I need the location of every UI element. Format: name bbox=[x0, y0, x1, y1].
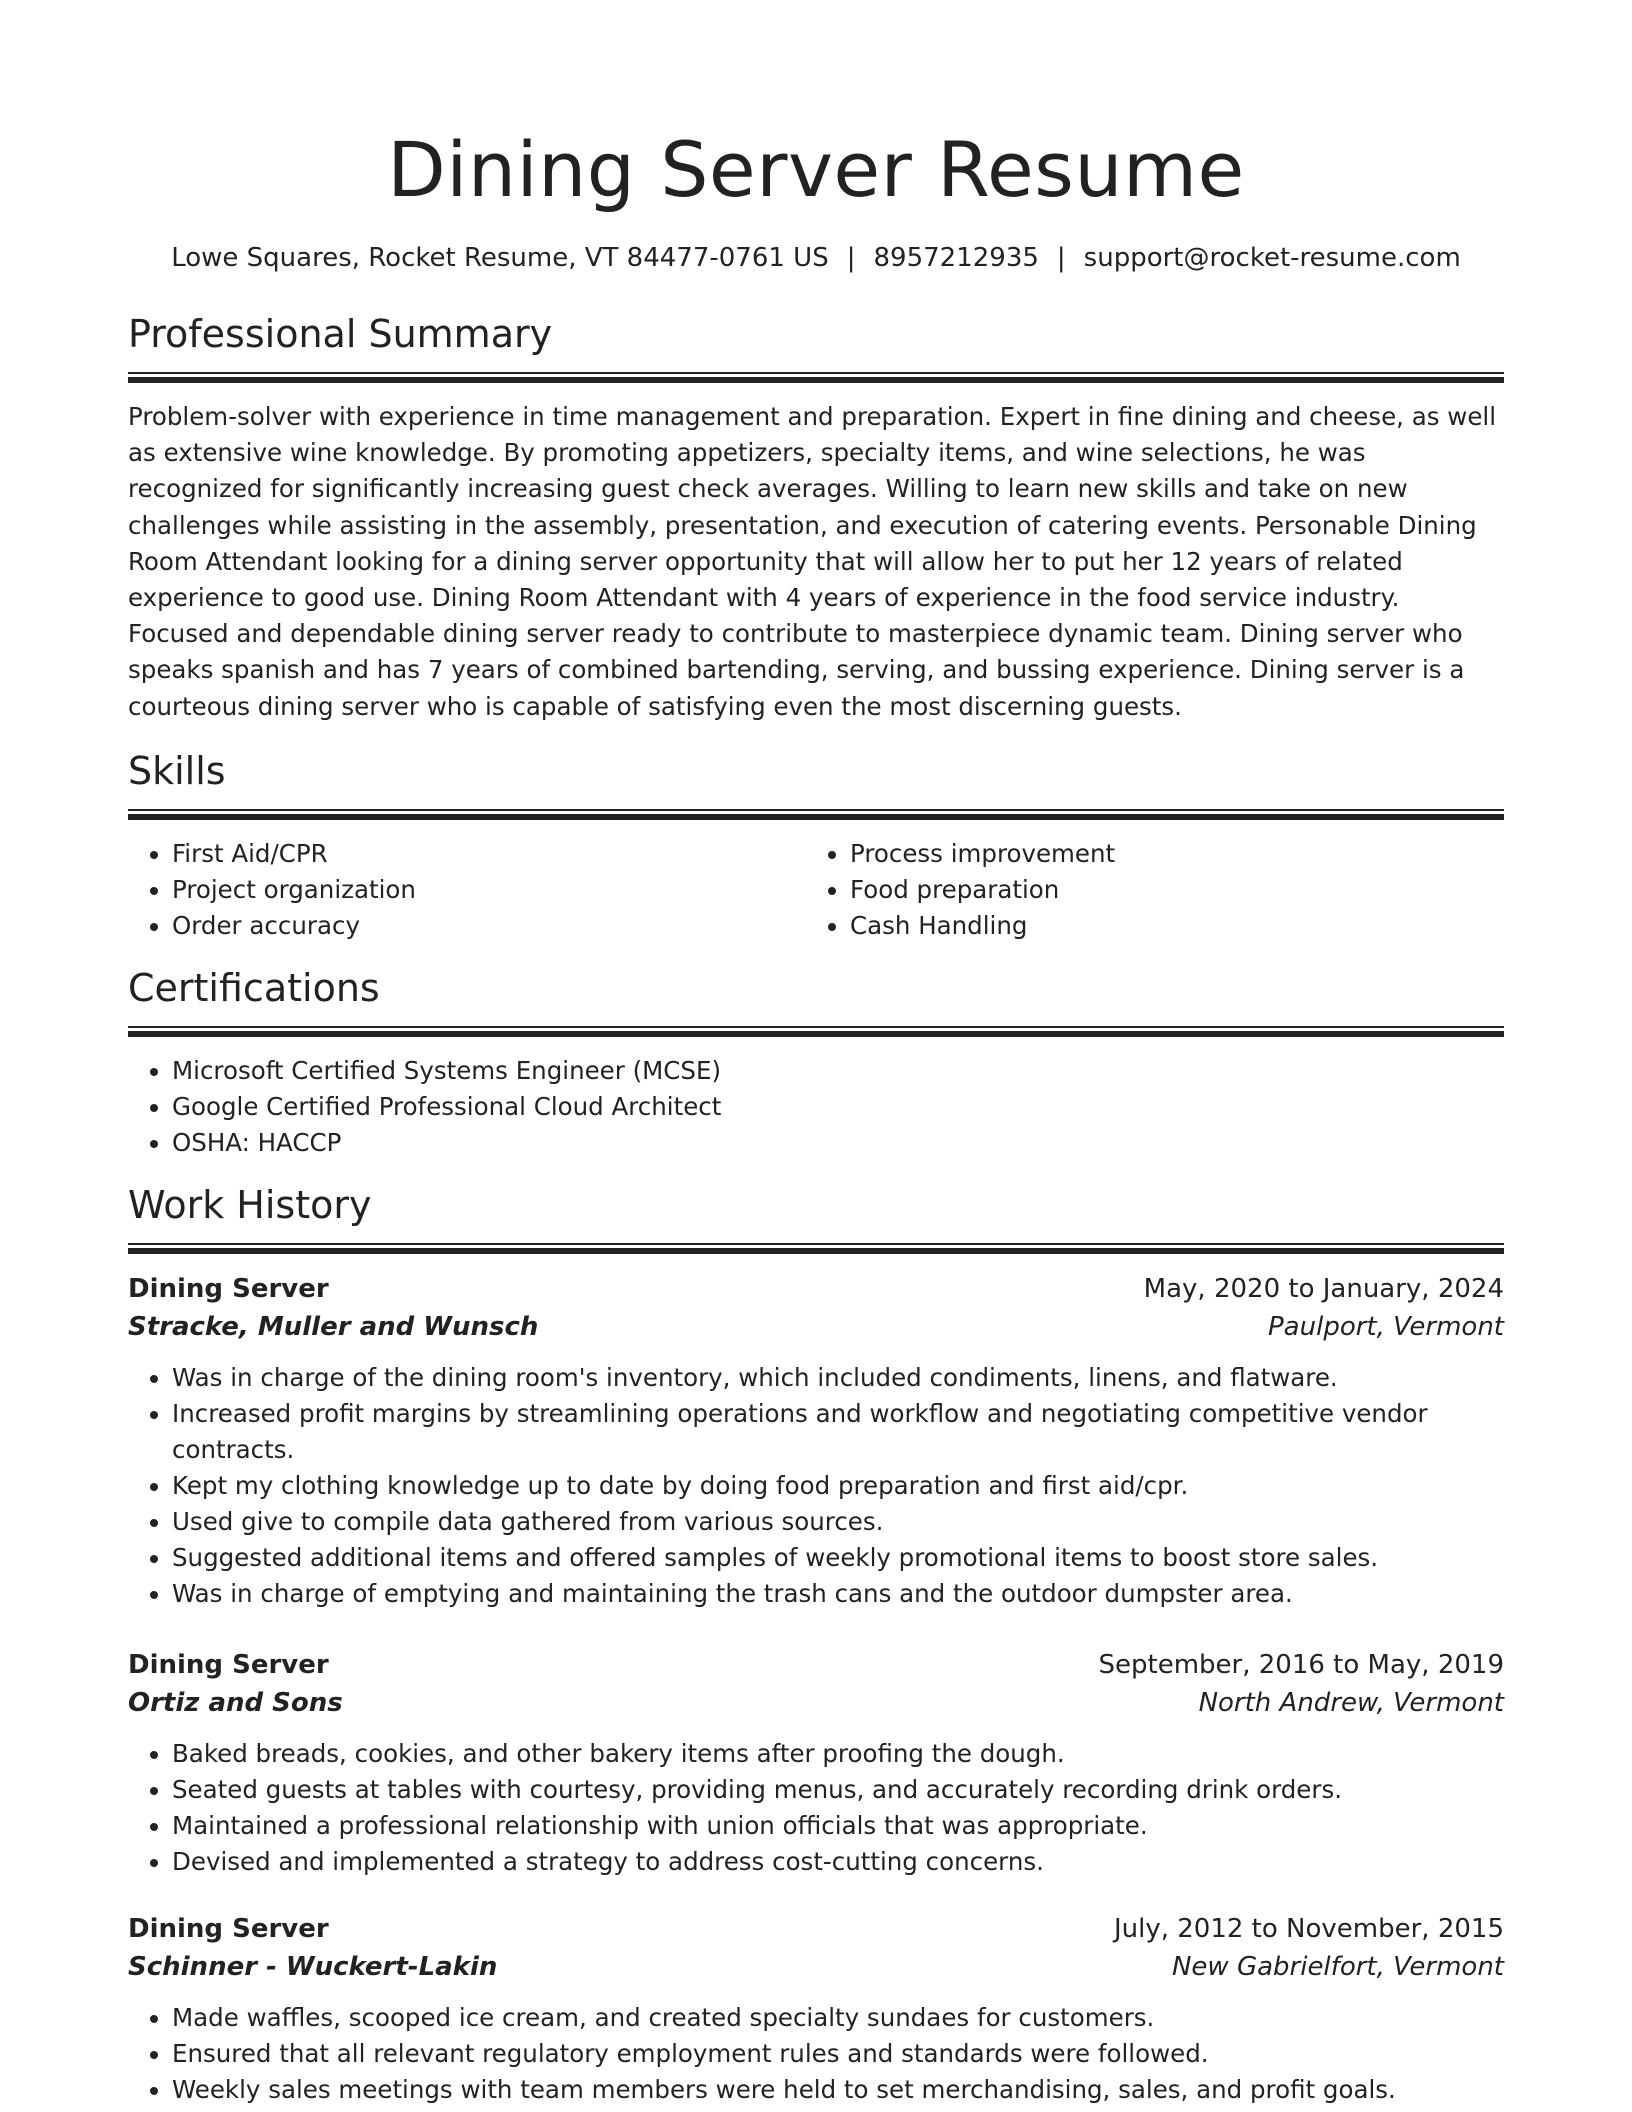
job-bullet: • Suggested additional items and offered samples of weekly promotional items to boost store sales. bbox=[172, 1540, 1504, 1576]
job-title: Dining Server bbox=[128, 1649, 329, 1680]
skills-section bbox=[128, 747, 1504, 944]
job-dates: May, 2020 to January, 2024 bbox=[1143, 1273, 1504, 1304]
job-bullets bbox=[128, 1736, 1504, 1880]
job-bullet: • Baked breads, cookies, and other bakery items after proofing the dough. bbox=[172, 1736, 1504, 1772]
job-dates: September, 2016 to May, 2019 bbox=[1098, 1649, 1504, 1680]
job-location: New Gabrielfort, Vermont bbox=[1171, 1951, 1504, 1982]
section-divider bbox=[128, 809, 1504, 820]
skill-item: • First Aid/CPR bbox=[172, 836, 806, 872]
certifications-list bbox=[128, 1053, 1504, 1161]
page-title: Dining Server Resume bbox=[387, 125, 1245, 214]
contact-separator: | bbox=[846, 243, 856, 273]
job-header-row bbox=[128, 1646, 1504, 1684]
job-bullet: • Was in charge of emptying and maintaining the trash cans and the outdoor dumpster area. bbox=[172, 1576, 1504, 1612]
contact-email: support@rocket-resume.com bbox=[1083, 243, 1461, 273]
job-bullet: • Made waffles, scooped ice cream, and created specialty sundaes for customers. bbox=[172, 2000, 1504, 2036]
contact-separator: | bbox=[1056, 243, 1066, 273]
contact-address: Lowe Squares, Rocket Resume, VT 84477-0761 US bbox=[171, 243, 829, 273]
skill-item: • Process improvement bbox=[850, 836, 1484, 872]
job-company-row bbox=[128, 1948, 1504, 1986]
summary-section bbox=[128, 310, 1504, 725]
job-bullet: • Kept my clothing knowledge up to date by doing food preparation and first aid/cpr. bbox=[172, 1468, 1504, 1504]
job-bullet: • Devised and implemented a strategy to address cost-cutting concerns. bbox=[172, 1844, 1504, 1880]
skill-item: • Order accuracy bbox=[172, 908, 806, 944]
skills-grid bbox=[128, 836, 1504, 944]
contact-line bbox=[128, 240, 1504, 276]
section-heading-skills: Skills bbox=[128, 748, 226, 793]
skill-item: • Food preparation bbox=[850, 872, 1484, 908]
job-bullets bbox=[128, 2000, 1504, 2108]
job-header-row bbox=[128, 1270, 1504, 1308]
work-history-section bbox=[128, 1181, 1504, 2108]
skills-list-left bbox=[128, 836, 806, 944]
job-bullet: • Was in charge of the dining room's inventory, which included condiments, linens, and flatware. bbox=[172, 1360, 1504, 1396]
skill-item: • Project organization bbox=[172, 872, 806, 908]
job-company: Ortiz and Sons bbox=[128, 1687, 343, 1718]
job-bullets bbox=[128, 1360, 1504, 1612]
section-divider bbox=[128, 1243, 1504, 1254]
job-company: Stracke, Muller and Wunsch bbox=[128, 1311, 539, 1342]
job-bullet: • Used give to compile data gathered from various sources. bbox=[172, 1504, 1504, 1540]
job-header-row bbox=[128, 1910, 1504, 1948]
job-bullet: • Weekly sales meetings with team members were held to set merchandising, sales, and profit goals. bbox=[172, 2072, 1504, 2108]
certification-item: • Google Certified Professional Cloud Architect bbox=[172, 1089, 1504, 1125]
job-entry bbox=[128, 1646, 1504, 1880]
section-divider bbox=[128, 372, 1504, 383]
certification-item: • Microsoft Certified Systems Engineer (MCSE) bbox=[172, 1053, 1504, 1089]
skills-list-right bbox=[806, 836, 1484, 944]
job-bullet: • Seated guests at tables with courtesy, providing menus, and accurately recording drink orders. bbox=[172, 1772, 1504, 1808]
skill-item: • Cash Handling bbox=[850, 908, 1484, 944]
job-bullet: • Ensured that all relevant regulatory employment rules and standards were followed. bbox=[172, 2036, 1504, 2072]
section-divider bbox=[128, 1026, 1504, 1037]
job-location: North Andrew, Vermont bbox=[1198, 1687, 1504, 1718]
job-title: Dining Server bbox=[128, 1913, 329, 1944]
job-bullet: • Increased profit margins by streamlining operations and workflow and negotiating competitive vendor contracts. bbox=[172, 1396, 1504, 1468]
section-heading-work-history: Work History bbox=[128, 1182, 372, 1227]
certification-item: • OSHA: HACCP bbox=[172, 1125, 1504, 1161]
job-entry bbox=[128, 1910, 1504, 2108]
section-heading-summary: Professional Summary bbox=[128, 312, 553, 356]
contact-phone: 8957212935 bbox=[873, 243, 1039, 273]
job-entry bbox=[128, 1270, 1504, 1612]
job-company-row bbox=[128, 1684, 1504, 1722]
certifications-section bbox=[128, 964, 1504, 1161]
job-company: Schinner - Wuckert-Lakin bbox=[128, 1951, 498, 1982]
summary-paragraph: Problem-solver with experience in time management and preparation. Expert in fine dining and cheese, as well as extensive wine knowledge. By promoting appetizers, specialty items, and wine selections, he was recognized for significantly increasing guest check averages. Willing to learn new skills and take on new challenges while assisting in the assembly, presentation, and execution of catering events. Personable Dining Room Attendant looking for a dining server opportunity that will allow her to put her 12 years of related experience to good use. Dining Room Attendant with 4 years of experience in the food service industry. Focused and dependable dining server ready to contribute to masterpiece dynamic team. Dining server who speaks spanish and has 7 years of combined bartending, serving, and bussing experience. Dining server is a courteous dining server who is capable of satisfying even the most discerning guests. bbox=[128, 402, 1497, 721]
section-heading-certifications: Certifications bbox=[128, 965, 380, 1010]
job-dates: July, 2012 to November, 2015 bbox=[1113, 1913, 1504, 1944]
job-title: Dining Server bbox=[128, 1273, 329, 1304]
job-bullet: • Maintained a professional relationship with union officials that was appropriate. bbox=[172, 1808, 1504, 1844]
job-company-row bbox=[128, 1308, 1504, 1346]
job-location: Paulport, Vermont bbox=[1268, 1311, 1504, 1342]
